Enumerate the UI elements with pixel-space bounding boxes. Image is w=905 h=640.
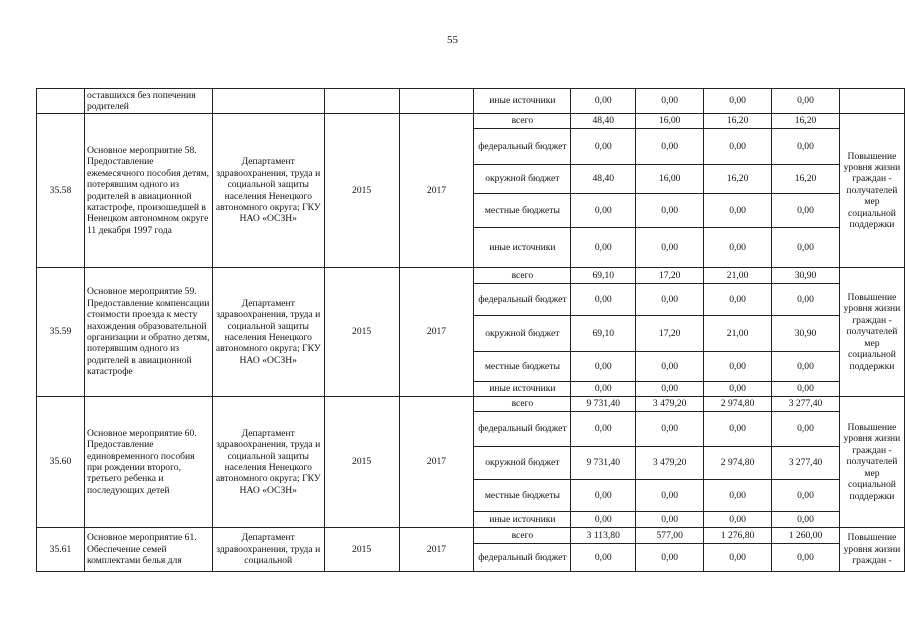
funding-source-cell: федеральный бюджет bbox=[474, 129, 571, 165]
table-row bbox=[37, 268, 905, 284]
value-cell: 0,00 bbox=[636, 382, 704, 397]
value-cell: 0,00 bbox=[636, 412, 704, 447]
value-cell: 0,00 bbox=[772, 228, 840, 268]
value-cell: 0,00 bbox=[636, 284, 704, 316]
result-cell: Повышение уровня жизни граждан - получателей мер социальной поддержки bbox=[839, 397, 904, 528]
value-cell: 16,00 bbox=[636, 114, 704, 129]
funding-source-cell: федеральный бюджет bbox=[474, 412, 571, 447]
department-cell: Департамент здравоохранения, труда и социальной защиты населения Ненецкого автономного округа; ГКУ НАО «ОСЗН» bbox=[212, 397, 324, 528]
value-cell: 0,00 bbox=[704, 352, 772, 382]
value-cell: 0,00 bbox=[571, 544, 636, 572]
value-cell: 0,00 bbox=[636, 512, 704, 528]
row-number-cell: 35.61 bbox=[37, 528, 85, 572]
measure-name-cell: Основное мероприятие 58. Предоставление ежемесячного пособия детям, потерявшим одного из родителей в авиационной катастрофе, произошедшей в Ненецком автономном округе 11 декабря 1997 года bbox=[84, 114, 212, 268]
value-cell: 1 276,80 bbox=[704, 528, 772, 544]
value-cell: 0,00 bbox=[571, 89, 636, 114]
value-cell: 69,10 bbox=[571, 316, 636, 352]
value-cell: 9 731,40 bbox=[571, 397, 636, 412]
year-start-cell: 2015 bbox=[324, 114, 399, 268]
department-cell: Департамент здравоохранения, труда и социальной защиты населения Ненецкого автономного округа; ГКУ НАО «ОСЗН» bbox=[212, 114, 324, 268]
funding-source-cell: иные источники bbox=[474, 89, 571, 114]
value-cell: 0,00 bbox=[636, 129, 704, 165]
result-cell: Повышение уровня жизни граждан - получателей мер социальной поддержки bbox=[839, 268, 904, 397]
funding-source-cell: окружной бюджет bbox=[474, 316, 571, 352]
value-cell: 3 113,80 bbox=[571, 528, 636, 544]
value-cell: 0,00 bbox=[636, 89, 704, 114]
table-body bbox=[37, 89, 905, 572]
measure-name-cell: Основное мероприятие 60. Предоставление единовременного пособия при рождении второго, третьего ребенка и последующих детей bbox=[84, 397, 212, 528]
value-cell: 0,00 bbox=[704, 480, 772, 512]
year-start-cell bbox=[324, 89, 399, 114]
year-end-cell: 2017 bbox=[399, 114, 474, 268]
value-cell: 0,00 bbox=[571, 382, 636, 397]
value-cell: 3 277,40 bbox=[772, 447, 840, 480]
value-cell: 0,00 bbox=[571, 194, 636, 228]
funding-source-cell: местные бюджеты bbox=[474, 194, 571, 228]
value-cell: 16,20 bbox=[772, 165, 840, 194]
value-cell: 0,00 bbox=[704, 129, 772, 165]
funding-source-cell: окружной бюджет bbox=[474, 165, 571, 194]
value-cell: 0,00 bbox=[772, 352, 840, 382]
year-start-cell: 2015 bbox=[324, 268, 399, 397]
value-cell: 0,00 bbox=[772, 412, 840, 447]
value-cell: 0,00 bbox=[772, 480, 840, 512]
row-number-cell: 35.58 bbox=[37, 114, 85, 268]
value-cell: 0,00 bbox=[636, 228, 704, 268]
value-cell: 17,20 bbox=[636, 316, 704, 352]
value-cell: 0,00 bbox=[571, 480, 636, 512]
value-cell: 0,00 bbox=[772, 129, 840, 165]
value-cell: 0,00 bbox=[571, 284, 636, 316]
value-cell: 0,00 bbox=[636, 544, 704, 572]
value-cell: 0,00 bbox=[571, 228, 636, 268]
value-cell: 0,00 bbox=[704, 89, 772, 114]
value-cell: 0,00 bbox=[704, 194, 772, 228]
year-end-cell: 2017 bbox=[399, 268, 474, 397]
result-cell: Повышение уровня жизни граждан - bbox=[839, 528, 904, 572]
page-number: 55 bbox=[447, 34, 458, 46]
value-cell: 0,00 bbox=[704, 512, 772, 528]
value-cell: 577,00 bbox=[636, 528, 704, 544]
department-cell: Департамент здравоохранения, труда и социальной bbox=[212, 528, 324, 572]
measure-name-cell: оставшихся без попечения родителей bbox=[84, 89, 212, 114]
value-cell: 0,00 bbox=[571, 512, 636, 528]
year-end-cell bbox=[399, 89, 474, 114]
value-cell: 0,00 bbox=[772, 512, 840, 528]
value-cell: 16,20 bbox=[704, 165, 772, 194]
value-cell: 0,00 bbox=[704, 544, 772, 572]
value-cell: 48,40 bbox=[571, 114, 636, 129]
result-cell: Повышение уровня жизни граждан - получателей мер социальной поддержки bbox=[839, 114, 904, 268]
funding-source-cell: федеральный бюджет bbox=[474, 544, 571, 572]
funding-source-cell: иные источники bbox=[474, 512, 571, 528]
year-end-cell: 2017 bbox=[399, 397, 474, 528]
value-cell: 0,00 bbox=[704, 284, 772, 316]
value-cell: 2 974,80 bbox=[704, 447, 772, 480]
value-cell: 0,00 bbox=[772, 382, 840, 397]
value-cell: 69,10 bbox=[571, 268, 636, 284]
row-number-cell: 35.59 bbox=[37, 268, 85, 397]
value-cell: 9 731,40 bbox=[571, 447, 636, 480]
value-cell: 0,00 bbox=[704, 412, 772, 447]
funding-source-cell: всего bbox=[474, 397, 571, 412]
value-cell: 0,00 bbox=[772, 194, 840, 228]
value-cell: 0,00 bbox=[772, 284, 840, 316]
value-cell: 2 974,80 bbox=[704, 397, 772, 412]
funding-source-cell: местные бюджеты bbox=[474, 352, 571, 382]
value-cell: 21,00 bbox=[704, 316, 772, 352]
value-cell: 0,00 bbox=[704, 382, 772, 397]
table-row bbox=[37, 397, 905, 412]
value-cell: 0,00 bbox=[772, 544, 840, 572]
value-cell: 0,00 bbox=[636, 194, 704, 228]
value-cell: 3 277,40 bbox=[772, 397, 840, 412]
funding-source-cell: местные бюджеты bbox=[474, 480, 571, 512]
funding-source-cell: всего bbox=[474, 114, 571, 129]
year-start-cell: 2015 bbox=[324, 528, 399, 572]
funding-source-cell: иные источники bbox=[474, 382, 571, 397]
row-number-cell: 35.60 bbox=[37, 397, 85, 528]
year-start-cell: 2015 bbox=[324, 397, 399, 528]
funding-source-cell: федеральный бюджет bbox=[474, 284, 571, 316]
value-cell: 0,00 bbox=[636, 352, 704, 382]
value-cell: 48,40 bbox=[571, 165, 636, 194]
measure-name-cell: Основное мероприятие 61. Обеспечение семей комплектами белья для bbox=[84, 528, 212, 572]
department-cell: Департамент здравоохранения, труда и социальной защиты населения Ненецкого автономного округа; ГКУ НАО «ОСЗН» bbox=[212, 268, 324, 397]
result-cell bbox=[839, 89, 904, 114]
value-cell: 3 479,20 bbox=[636, 397, 704, 412]
value-cell: 30,90 bbox=[772, 268, 840, 284]
value-cell: 16,20 bbox=[704, 114, 772, 129]
funding-source-cell: всего bbox=[474, 268, 571, 284]
value-cell: 30,90 bbox=[772, 316, 840, 352]
table-row bbox=[37, 89, 905, 114]
department-cell bbox=[212, 89, 324, 114]
value-cell: 16,20 bbox=[772, 114, 840, 129]
value-cell: 17,20 bbox=[636, 268, 704, 284]
value-cell: 0,00 bbox=[571, 352, 636, 382]
table-row bbox=[37, 528, 905, 544]
row-number-cell bbox=[37, 89, 85, 114]
funding-source-cell: окружной бюджет bbox=[474, 447, 571, 480]
value-cell: 0,00 bbox=[636, 480, 704, 512]
funding-table bbox=[36, 88, 905, 572]
value-cell: 0,00 bbox=[571, 412, 636, 447]
value-cell: 3 479,20 bbox=[636, 447, 704, 480]
value-cell: 0,00 bbox=[571, 129, 636, 165]
value-cell: 0,00 bbox=[772, 89, 840, 114]
measure-name-cell: Основное мероприятие 59. Предоставление компенсации стоимости проезда к месту нахождения образовательной организации и обратно детям, потерявшим одного из родителей в авиационной катастрофе bbox=[84, 268, 212, 397]
table-row bbox=[37, 114, 905, 129]
year-end-cell: 2017 bbox=[399, 528, 474, 572]
value-cell: 0,00 bbox=[704, 228, 772, 268]
funding-source-cell: иные источники bbox=[474, 228, 571, 268]
value-cell: 16,00 bbox=[636, 165, 704, 194]
funding-source-cell: всего bbox=[474, 528, 571, 544]
value-cell: 21,00 bbox=[704, 268, 772, 284]
value-cell: 1 260,00 bbox=[772, 528, 840, 544]
